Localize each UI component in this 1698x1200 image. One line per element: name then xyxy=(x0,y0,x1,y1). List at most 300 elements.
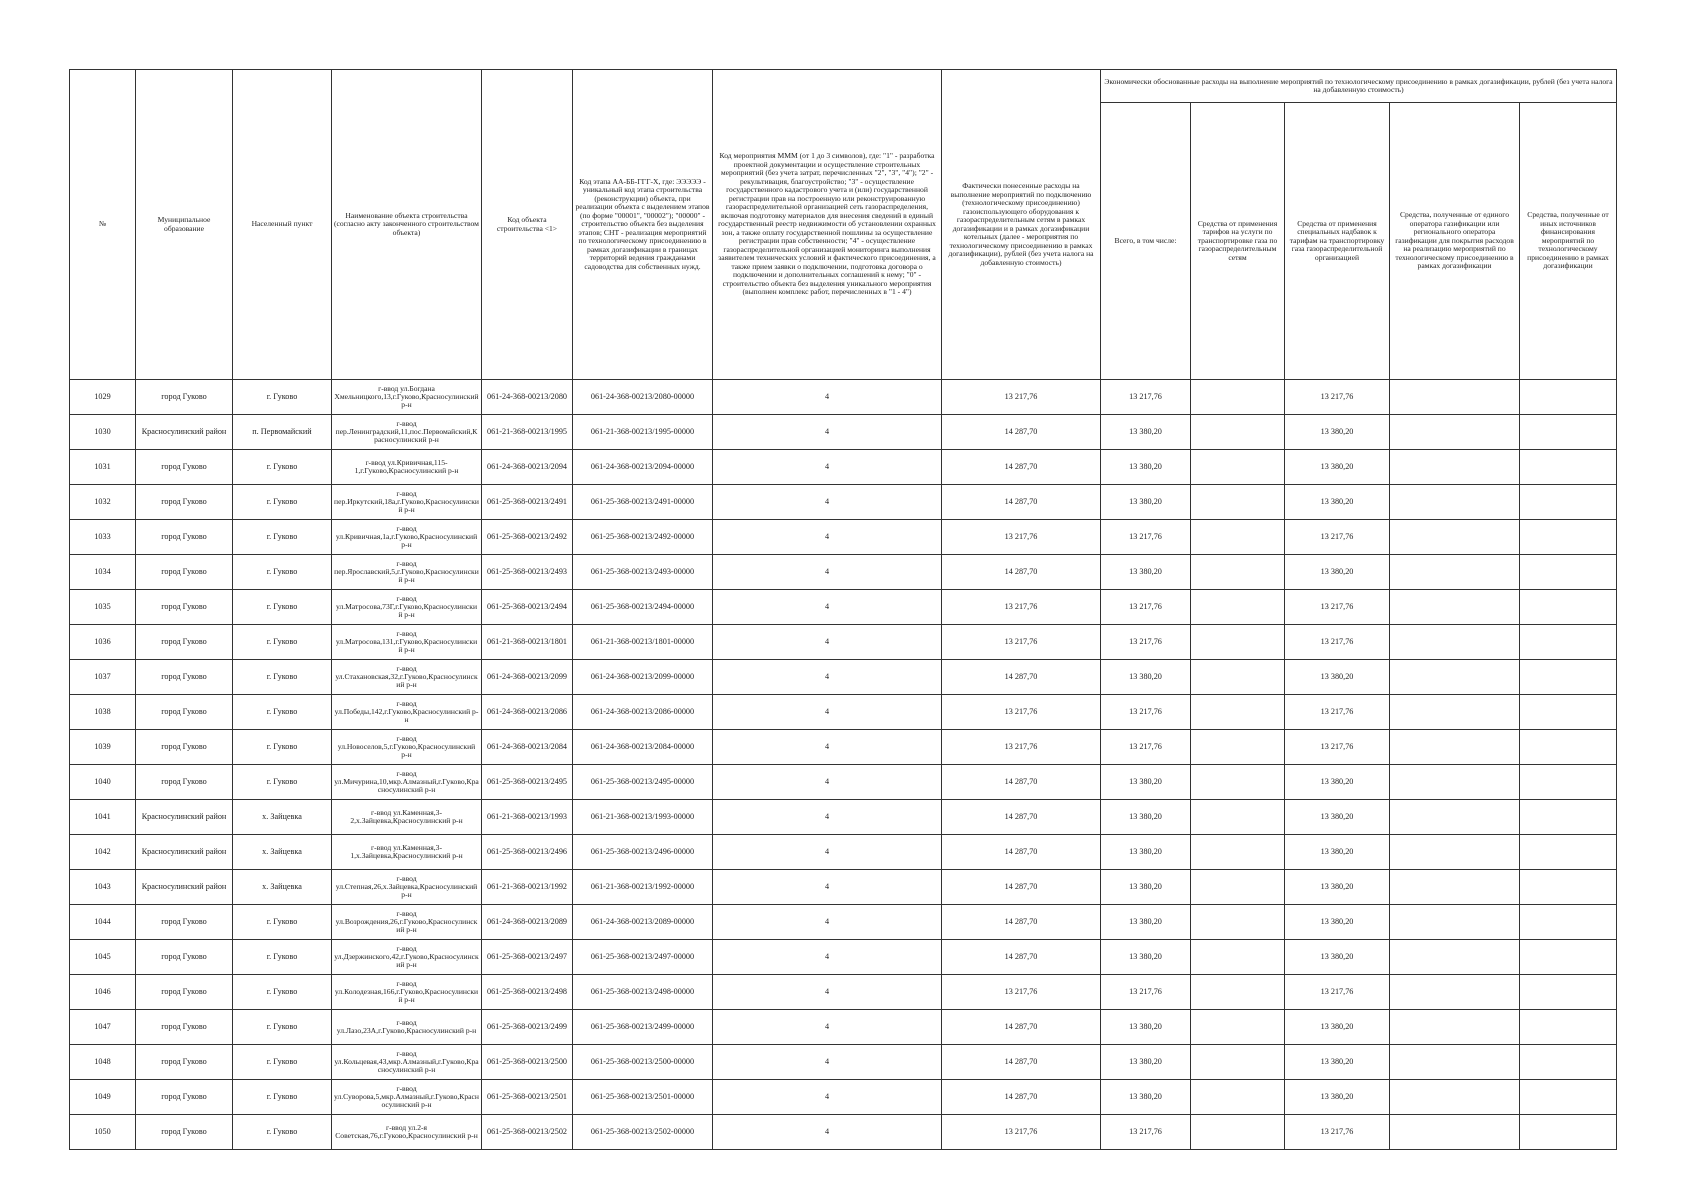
row-operator-funds xyxy=(1390,940,1520,975)
row-number: 1046 xyxy=(70,975,136,1010)
col-settlement: Населенный пункт xyxy=(233,70,332,380)
row-activity-code: 4 xyxy=(713,590,942,625)
table-row xyxy=(70,975,1617,1010)
row-other-funds xyxy=(1520,485,1617,520)
row-settlement: х. Зайцевка xyxy=(233,870,332,905)
row-operator-funds xyxy=(1390,730,1520,765)
row-object-code: 061-25-368-00213/2500 xyxy=(482,1045,573,1080)
row-surcharge-funds: 13 380,20 xyxy=(1285,1080,1390,1115)
row-stage-code: 061-24-368-00213/2089-00000 xyxy=(573,905,713,940)
row-tariff-funds xyxy=(1191,1080,1285,1115)
row-object-name: г-ввод ул.Стахановская,32,г.Гуково,Красносулинский р-н xyxy=(332,660,482,695)
row-operator-funds xyxy=(1390,415,1520,450)
row-stage-code: 061-25-368-00213/2498-00000 xyxy=(573,975,713,1010)
row-total: 13 380,20 xyxy=(1101,485,1191,520)
row-operator-funds xyxy=(1390,835,1520,870)
row-object-code: 061-24-368-00213/2089 xyxy=(482,905,573,940)
row-operator-funds xyxy=(1390,905,1520,940)
row-actual-costs: 14 287,70 xyxy=(942,940,1101,975)
row-total: 13 380,20 xyxy=(1101,660,1191,695)
row-municipality: Красносулинский район xyxy=(136,415,233,450)
row-settlement: г. Гуково xyxy=(233,625,332,660)
row-operator-funds xyxy=(1390,625,1520,660)
row-total: 13 217,76 xyxy=(1101,730,1191,765)
row-activity-code: 4 xyxy=(713,730,942,765)
row-actual-costs: 13 217,76 xyxy=(942,625,1101,660)
row-actual-costs: 14 287,70 xyxy=(942,660,1101,695)
row-municipality: город Гуково xyxy=(136,695,233,730)
row-other-funds xyxy=(1520,1045,1617,1080)
table-row xyxy=(70,940,1617,975)
row-settlement: г. Гуково xyxy=(233,905,332,940)
row-number: 1047 xyxy=(70,1010,136,1045)
row-number: 1032 xyxy=(70,485,136,520)
row-municipality: Красносулинский район xyxy=(136,835,233,870)
row-surcharge-funds: 13 380,20 xyxy=(1285,1010,1390,1045)
row-actual-costs: 13 217,76 xyxy=(942,730,1101,765)
table-row xyxy=(70,800,1617,835)
row-object-code: 061-25-368-00213/2491 xyxy=(482,485,573,520)
row-number: 1041 xyxy=(70,800,136,835)
row-tariff-funds xyxy=(1191,1045,1285,1080)
row-surcharge-funds: 13 217,76 xyxy=(1285,625,1390,660)
row-operator-funds xyxy=(1390,450,1520,485)
row-other-funds xyxy=(1520,940,1617,975)
row-total: 13 380,20 xyxy=(1101,870,1191,905)
row-surcharge-funds: 13 380,20 xyxy=(1285,555,1390,590)
row-surcharge-funds: 13 380,20 xyxy=(1285,870,1390,905)
row-number: 1039 xyxy=(70,730,136,765)
row-surcharge-funds: 13 380,20 xyxy=(1285,415,1390,450)
row-total: 13 217,76 xyxy=(1101,625,1191,660)
col-object-name: Наименование объекта строительства (согласно акту законченного строительством объекта) xyxy=(332,70,482,380)
row-other-funds xyxy=(1520,870,1617,905)
row-other-funds xyxy=(1520,695,1617,730)
row-settlement: г. Гуково xyxy=(233,1115,332,1150)
row-number: 1035 xyxy=(70,590,136,625)
row-object-code: 061-25-368-00213/2495 xyxy=(482,765,573,800)
row-activity-code: 4 xyxy=(713,555,942,590)
row-object-code: 061-25-368-00213/2493 xyxy=(482,555,573,590)
row-settlement: г. Гуково xyxy=(233,975,332,1010)
row-number: 1043 xyxy=(70,870,136,905)
row-other-funds xyxy=(1520,660,1617,695)
row-tariff-funds xyxy=(1191,765,1285,800)
row-stage-code: 061-24-368-00213/2094-00000 xyxy=(573,450,713,485)
row-activity-code: 4 xyxy=(713,940,942,975)
col-actual-costs: Фактически понесенные расходы на выполнение мероприятий по подключению (технологическому присоединению) газоиспользующего оборудования к газораспределительным сетям в рамках догазификации и в рамках догазификации котельных (далее - мероприятия по технологическому присоединению в рамках догазификации), рублей (без учета налога на добавленную стоимость) xyxy=(942,70,1101,380)
row-municipality: город Гуково xyxy=(136,975,233,1010)
row-object-code: 061-25-368-00213/2498 xyxy=(482,975,573,1010)
row-tariff-funds xyxy=(1191,520,1285,555)
table-row xyxy=(70,870,1617,905)
row-tariff-funds xyxy=(1191,1115,1285,1150)
row-surcharge-funds: 13 380,20 xyxy=(1285,800,1390,835)
col-surcharge-funds: Средства от применения специальных надбавок к тарифам на транспортировку газа газораспределительной организацией xyxy=(1285,103,1390,380)
row-municipality: город Гуково xyxy=(136,485,233,520)
row-stage-code: 061-25-368-00213/2499-00000 xyxy=(573,1010,713,1045)
row-other-funds xyxy=(1520,975,1617,1010)
col-object-code: Код объекта строительства <1> xyxy=(482,70,573,380)
row-number: 1038 xyxy=(70,695,136,730)
row-actual-costs: 14 287,70 xyxy=(942,765,1101,800)
row-object-name: г-ввод ул.Матросова,73Г,г.Гуково,Красносулинский р-н xyxy=(332,590,482,625)
table-row xyxy=(70,625,1617,660)
row-total: 13 380,20 xyxy=(1101,1080,1191,1115)
row-surcharge-funds: 13 380,20 xyxy=(1285,450,1390,485)
row-total: 13 217,76 xyxy=(1101,975,1191,1010)
row-object-name: г-ввод пер.Ярославский,5,г.Гуково,Красносулинский р-н xyxy=(332,555,482,590)
row-surcharge-funds: 13 217,76 xyxy=(1285,1115,1390,1150)
row-activity-code: 4 xyxy=(713,485,942,520)
row-municipality: Красносулинский район xyxy=(136,870,233,905)
row-municipality: город Гуково xyxy=(136,905,233,940)
row-total: 13 217,76 xyxy=(1101,695,1191,730)
row-stage-code: 061-25-368-00213/2497-00000 xyxy=(573,940,713,975)
row-operator-funds xyxy=(1390,870,1520,905)
row-settlement: г. Гуково xyxy=(233,590,332,625)
table-row xyxy=(70,905,1617,940)
row-object-code: 061-25-368-00213/2494 xyxy=(482,590,573,625)
row-operator-funds xyxy=(1390,590,1520,625)
row-municipality: город Гуково xyxy=(136,660,233,695)
row-number: 1029 xyxy=(70,380,136,415)
row-surcharge-funds: 13 380,20 xyxy=(1285,835,1390,870)
row-settlement: г. Гуково xyxy=(233,555,332,590)
row-tariff-funds xyxy=(1191,485,1285,520)
row-other-funds xyxy=(1520,380,1617,415)
col-total: Всего, в том числе: xyxy=(1101,103,1191,380)
row-number: 1050 xyxy=(70,1115,136,1150)
row-activity-code: 4 xyxy=(713,625,942,660)
row-operator-funds xyxy=(1390,380,1520,415)
row-total: 13 380,20 xyxy=(1101,800,1191,835)
row-object-code: 061-25-368-00213/2497 xyxy=(482,940,573,975)
row-number: 1049 xyxy=(70,1080,136,1115)
row-operator-funds xyxy=(1390,1010,1520,1045)
row-activity-code: 4 xyxy=(713,870,942,905)
col-operator-funds: Средства, полученные от единого оператора газификации или регионального оператора газификации для покрытия расходов на реализацию мероприятий по технологическому присоединению в рамках догазификации xyxy=(1390,103,1520,380)
row-tariff-funds xyxy=(1191,380,1285,415)
table-row xyxy=(70,555,1617,590)
row-number: 1040 xyxy=(70,765,136,800)
row-number: 1036 xyxy=(70,625,136,660)
row-actual-costs: 14 287,70 xyxy=(942,450,1101,485)
row-operator-funds xyxy=(1390,485,1520,520)
row-settlement: г. Гуково xyxy=(233,695,332,730)
row-object-name: г-ввод ул.Каменная,3-2,х.Зайцевка,Красносулинский р-н xyxy=(332,800,482,835)
row-total: 13 217,76 xyxy=(1101,1115,1191,1150)
row-stage-code: 061-24-368-00213/2099-00000 xyxy=(573,660,713,695)
row-tariff-funds xyxy=(1191,870,1285,905)
row-object-name: г-ввод ул.Матросова,131,г.Гуково,Красносулинский р-н xyxy=(332,625,482,660)
row-number: 1037 xyxy=(70,660,136,695)
row-number: 1031 xyxy=(70,450,136,485)
row-operator-funds xyxy=(1390,1115,1520,1150)
row-object-code: 061-25-368-00213/2492 xyxy=(482,520,573,555)
row-municipality: Красносулинский район xyxy=(136,800,233,835)
row-tariff-funds xyxy=(1191,975,1285,1010)
row-surcharge-funds: 13 380,20 xyxy=(1285,905,1390,940)
row-total: 13 380,20 xyxy=(1101,1045,1191,1080)
row-stage-code: 061-25-368-00213/2502-00000 xyxy=(573,1115,713,1150)
row-actual-costs: 14 287,70 xyxy=(942,1080,1101,1115)
row-object-name: г-ввод ул.Лазо,23А,г.Гуково,Красносулинский р-н xyxy=(332,1010,482,1045)
row-stage-code: 061-25-368-00213/2495-00000 xyxy=(573,765,713,800)
table-row xyxy=(70,520,1617,555)
row-municipality: город Гуково xyxy=(136,765,233,800)
row-stage-code: 061-21-368-00213/1801-00000 xyxy=(573,625,713,660)
row-object-name: г-ввод ул.Кривичная,115-1,г.Гуково,Красносулинский р-н xyxy=(332,450,482,485)
row-operator-funds xyxy=(1390,1080,1520,1115)
row-activity-code: 4 xyxy=(713,765,942,800)
row-settlement: г. Гуково xyxy=(233,485,332,520)
row-actual-costs: 13 217,76 xyxy=(942,520,1101,555)
row-object-code: 061-24-368-00213/2094 xyxy=(482,450,573,485)
row-total: 13 380,20 xyxy=(1101,835,1191,870)
row-surcharge-funds: 13 380,20 xyxy=(1285,485,1390,520)
table-row xyxy=(70,1115,1617,1150)
row-stage-code: 061-24-368-00213/2080-00000 xyxy=(573,380,713,415)
row-stage-code: 061-25-368-00213/2496-00000 xyxy=(573,835,713,870)
row-tariff-funds xyxy=(1191,730,1285,765)
row-municipality: город Гуково xyxy=(136,1045,233,1080)
row-other-funds xyxy=(1520,450,1617,485)
col-activity-code: Код мероприятия МММ (от 1 до 3 символов), где: "1" - разработка проектной документации и осуществление строительных мероприятий (без учета затрат, перечисленных "2", "3", "4"); "2" - рекультивация, благоустройство; "3" - осуществление государственного кадастрового учета и (или) государственной регистрации прав на построенную или реконструированную газораспределительной организацией сеть газораспределения, включая подготовку материалов для внесения сведений в единый государственный реестр недвижимости об установлении охранных зон, а также оплату государственной пошлины за осуществление регистрации прав собственности; "4" - осуществление газораспределительной организацией мониторинга выполнения заявителем технических условий и фактического присоединения, а также прием заявки о подключении, подготовка договора о подключении и дополнительных соглашений к нему; "0" - строительство объекта без выделения уникального мероприятия (выполнен комплекс работ, перечисленных в "1 - 4") xyxy=(713,70,942,380)
row-surcharge-funds: 13 217,76 xyxy=(1285,730,1390,765)
row-settlement: п. Первомайский xyxy=(233,415,332,450)
row-object-name: г-ввод ул.Победы,142,г.Гуково,Красносулинский р-н xyxy=(332,695,482,730)
row-actual-costs: 14 287,70 xyxy=(942,1010,1101,1045)
row-tariff-funds xyxy=(1191,1010,1285,1045)
row-municipality: город Гуково xyxy=(136,450,233,485)
row-stage-code: 061-25-368-00213/2493-00000 xyxy=(573,555,713,590)
row-total: 13 217,76 xyxy=(1101,590,1191,625)
row-object-name: г-ввод ул.Колодезная,166,г.Гуково,Красносулинский р-н xyxy=(332,975,482,1010)
row-operator-funds xyxy=(1390,555,1520,590)
row-object-name: г-ввод ул.Мичурина,10,мкр.Алмазный,г.Гуково,Красносулинский р-н xyxy=(332,765,482,800)
row-number: 1044 xyxy=(70,905,136,940)
row-total: 13 217,76 xyxy=(1101,520,1191,555)
row-surcharge-funds: 13 217,76 xyxy=(1285,520,1390,555)
row-activity-code: 4 xyxy=(713,835,942,870)
row-settlement: г. Гуково xyxy=(233,1080,332,1115)
row-activity-code: 4 xyxy=(713,975,942,1010)
row-number: 1034 xyxy=(70,555,136,590)
row-object-name: г-ввод ул.Богдана Хмельницкого,13,г.Гуково,Красносулинский р-н xyxy=(332,380,482,415)
row-activity-code: 4 xyxy=(713,1080,942,1115)
row-object-code: 061-21-368-00213/1993 xyxy=(482,800,573,835)
row-object-code: 061-24-368-00213/2080 xyxy=(482,380,573,415)
row-other-funds xyxy=(1520,765,1617,800)
row-other-funds xyxy=(1520,835,1617,870)
row-actual-costs: 14 287,70 xyxy=(942,870,1101,905)
row-stage-code: 061-24-368-00213/2084-00000 xyxy=(573,730,713,765)
row-other-funds xyxy=(1520,800,1617,835)
row-object-name: г-ввод ул.Возрождения,26,г.Гуково,Красносулинский р-н xyxy=(332,905,482,940)
row-object-name: г-ввод ул.Кривичная,1а,г.Гуково,Красносулинский р-н xyxy=(332,520,482,555)
row-surcharge-funds: 13 380,20 xyxy=(1285,765,1390,800)
row-municipality: город Гуково xyxy=(136,730,233,765)
row-activity-code: 4 xyxy=(713,905,942,940)
table-header xyxy=(70,70,1617,380)
row-settlement: г. Гуково xyxy=(233,1045,332,1080)
row-municipality: город Гуково xyxy=(136,940,233,975)
row-actual-costs: 13 217,76 xyxy=(942,975,1101,1010)
row-tariff-funds xyxy=(1191,555,1285,590)
row-other-funds xyxy=(1520,730,1617,765)
col-group-economic-costs: Экономически обоснованные расходы на выполнение мероприятий по технологическому присоединению в рамках догазификации, рублей (без учета налога на добавленную стоимость) xyxy=(1101,70,1617,103)
row-municipality: город Гуково xyxy=(136,1080,233,1115)
row-operator-funds xyxy=(1390,695,1520,730)
row-operator-funds xyxy=(1390,765,1520,800)
table-row xyxy=(70,380,1617,415)
row-settlement: г. Гуково xyxy=(233,450,332,485)
row-municipality: город Гуково xyxy=(136,1010,233,1045)
row-settlement: г. Гуково xyxy=(233,660,332,695)
row-activity-code: 4 xyxy=(713,450,942,485)
row-municipality: город Гуково xyxy=(136,625,233,660)
row-stage-code: 061-25-368-00213/2492-00000 xyxy=(573,520,713,555)
row-activity-code: 4 xyxy=(713,415,942,450)
row-surcharge-funds: 13 217,76 xyxy=(1285,380,1390,415)
row-actual-costs: 13 217,76 xyxy=(942,695,1101,730)
row-object-name: г-ввод пер.Иркутский,18а,г.Гуково,Красносулинский р-н xyxy=(332,485,482,520)
col-other-funds: Средства, полученные от иных источников финансирования мероприятий по технологическому присоединению в рамках догазификации xyxy=(1520,103,1617,380)
row-activity-code: 4 xyxy=(713,1115,942,1150)
row-total: 13 380,20 xyxy=(1101,1010,1191,1045)
table-row xyxy=(70,450,1617,485)
col-tariff-funds: Средства от применения тарифов на услуги по транспортировке газа по газораспределительным сетям xyxy=(1191,103,1285,380)
row-other-funds xyxy=(1520,520,1617,555)
row-surcharge-funds: 13 380,20 xyxy=(1285,660,1390,695)
table-row xyxy=(70,1045,1617,1080)
row-object-code: 061-21-368-00213/1801 xyxy=(482,625,573,660)
row-settlement: х. Зайцевка xyxy=(233,835,332,870)
row-settlement: г. Гуково xyxy=(233,380,332,415)
row-object-name: г-ввод ул.2-я Советская,76,г.Гуково,Красносулинский р-н xyxy=(332,1115,482,1150)
row-activity-code: 4 xyxy=(713,380,942,415)
row-municipality: город Гуково xyxy=(136,555,233,590)
row-total: 13 380,20 xyxy=(1101,450,1191,485)
table-row xyxy=(70,1080,1617,1115)
row-object-code: 061-24-368-00213/2084 xyxy=(482,730,573,765)
row-activity-code: 4 xyxy=(713,1010,942,1045)
row-operator-funds xyxy=(1390,1045,1520,1080)
row-surcharge-funds: 13 380,20 xyxy=(1285,940,1390,975)
row-tariff-funds xyxy=(1191,905,1285,940)
row-object-name: г-ввод ул.Суворова,5,мкр.Алмазный,г.Гуково,Красносулинский р-н xyxy=(332,1080,482,1115)
row-surcharge-funds: 13 217,76 xyxy=(1285,590,1390,625)
row-total: 13 217,76 xyxy=(1101,380,1191,415)
row-total: 13 380,20 xyxy=(1101,765,1191,800)
table-row xyxy=(70,660,1617,695)
table-row xyxy=(70,415,1617,450)
row-total: 13 380,20 xyxy=(1101,905,1191,940)
row-object-name: г-ввод ул.Дзержинского,42,г.Гуково,Красносулинский р-н xyxy=(332,940,482,975)
table-row xyxy=(70,835,1617,870)
row-actual-costs: 13 217,76 xyxy=(942,380,1101,415)
row-object-name: г-ввод ул.Новоселов,5,г.Гуково,Красносулинский р-н xyxy=(332,730,482,765)
row-operator-funds xyxy=(1390,800,1520,835)
row-other-funds xyxy=(1520,415,1617,450)
row-stage-code: 061-21-368-00213/1992-00000 xyxy=(573,870,713,905)
row-operator-funds xyxy=(1390,520,1520,555)
row-activity-code: 4 xyxy=(713,520,942,555)
row-other-funds xyxy=(1520,590,1617,625)
row-other-funds xyxy=(1520,625,1617,660)
row-tariff-funds xyxy=(1191,660,1285,695)
col-stage-code: Код этапа АА-ББ-ГГГ-Х, где: ЭЭЭЭЭ - уникальный код этапа строительства (реконструкции) объекта, при реализации объекта с выделением этапов (по форме "00001", "00002"); "00000" - строительство объекта без выделения этапов; СНТ - реализация мероприятий по технологическому присоединению в рамках догазификации в границах территорий ведения гражданами садоводства для собственных нужд. xyxy=(573,70,713,380)
row-stage-code: 061-21-368-00213/1993-00000 xyxy=(573,800,713,835)
table-row xyxy=(70,1010,1617,1045)
cost-table xyxy=(69,69,1617,1150)
row-tariff-funds xyxy=(1191,415,1285,450)
row-number: 1045 xyxy=(70,940,136,975)
row-actual-costs: 13 217,76 xyxy=(942,1115,1101,1150)
row-stage-code: 061-25-368-00213/2494-00000 xyxy=(573,590,713,625)
table-body xyxy=(70,380,1617,1150)
row-activity-code: 4 xyxy=(713,1045,942,1080)
table-row xyxy=(70,765,1617,800)
row-settlement: г. Гуково xyxy=(233,730,332,765)
row-number: 1042 xyxy=(70,835,136,870)
row-surcharge-funds: 13 217,76 xyxy=(1285,975,1390,1010)
row-other-funds xyxy=(1520,1080,1617,1115)
row-municipality: город Гуково xyxy=(136,520,233,555)
row-stage-code: 061-25-368-00213/2500-00000 xyxy=(573,1045,713,1080)
row-settlement: г. Гуково xyxy=(233,1010,332,1045)
row-actual-costs: 14 287,70 xyxy=(942,415,1101,450)
row-other-funds xyxy=(1520,555,1617,590)
row-stage-code: 061-25-368-00213/2491-00000 xyxy=(573,485,713,520)
row-surcharge-funds: 13 380,20 xyxy=(1285,1045,1390,1080)
row-tariff-funds xyxy=(1191,625,1285,660)
row-operator-funds xyxy=(1390,975,1520,1010)
table-row xyxy=(70,730,1617,765)
row-number: 1033 xyxy=(70,520,136,555)
row-other-funds xyxy=(1520,1010,1617,1045)
row-settlement: г. Гуково xyxy=(233,940,332,975)
row-total: 13 380,20 xyxy=(1101,415,1191,450)
row-tariff-funds xyxy=(1191,590,1285,625)
table-row xyxy=(70,695,1617,730)
row-total: 13 380,20 xyxy=(1101,555,1191,590)
table-row xyxy=(70,590,1617,625)
row-actual-costs: 14 287,70 xyxy=(942,905,1101,940)
row-municipality: город Гуково xyxy=(136,1115,233,1150)
row-tariff-funds xyxy=(1191,695,1285,730)
row-tariff-funds xyxy=(1191,835,1285,870)
row-object-code: 061-25-368-00213/2499 xyxy=(482,1010,573,1045)
row-object-code: 061-25-368-00213/2496 xyxy=(482,835,573,870)
row-actual-costs: 14 287,70 xyxy=(942,485,1101,520)
row-number: 1030 xyxy=(70,415,136,450)
row-settlement: г. Гуково xyxy=(233,520,332,555)
row-object-code: 061-21-368-00213/1992 xyxy=(482,870,573,905)
row-object-name: г-ввод ул.Степная,26,х.Зайцевка,Красносулинский р-н xyxy=(332,870,482,905)
row-actual-costs: 14 287,70 xyxy=(942,1045,1101,1080)
row-actual-costs: 14 287,70 xyxy=(942,835,1101,870)
row-object-code: 061-25-368-00213/2501 xyxy=(482,1080,573,1115)
row-object-code: 061-21-368-00213/1995 xyxy=(482,415,573,450)
row-object-code: 061-25-368-00213/2502 xyxy=(482,1115,573,1150)
row-settlement: х. Зайцевка xyxy=(233,800,332,835)
row-surcharge-funds: 13 217,76 xyxy=(1285,695,1390,730)
row-other-funds xyxy=(1520,1115,1617,1150)
row-other-funds xyxy=(1520,905,1617,940)
row-total: 13 380,20 xyxy=(1101,940,1191,975)
